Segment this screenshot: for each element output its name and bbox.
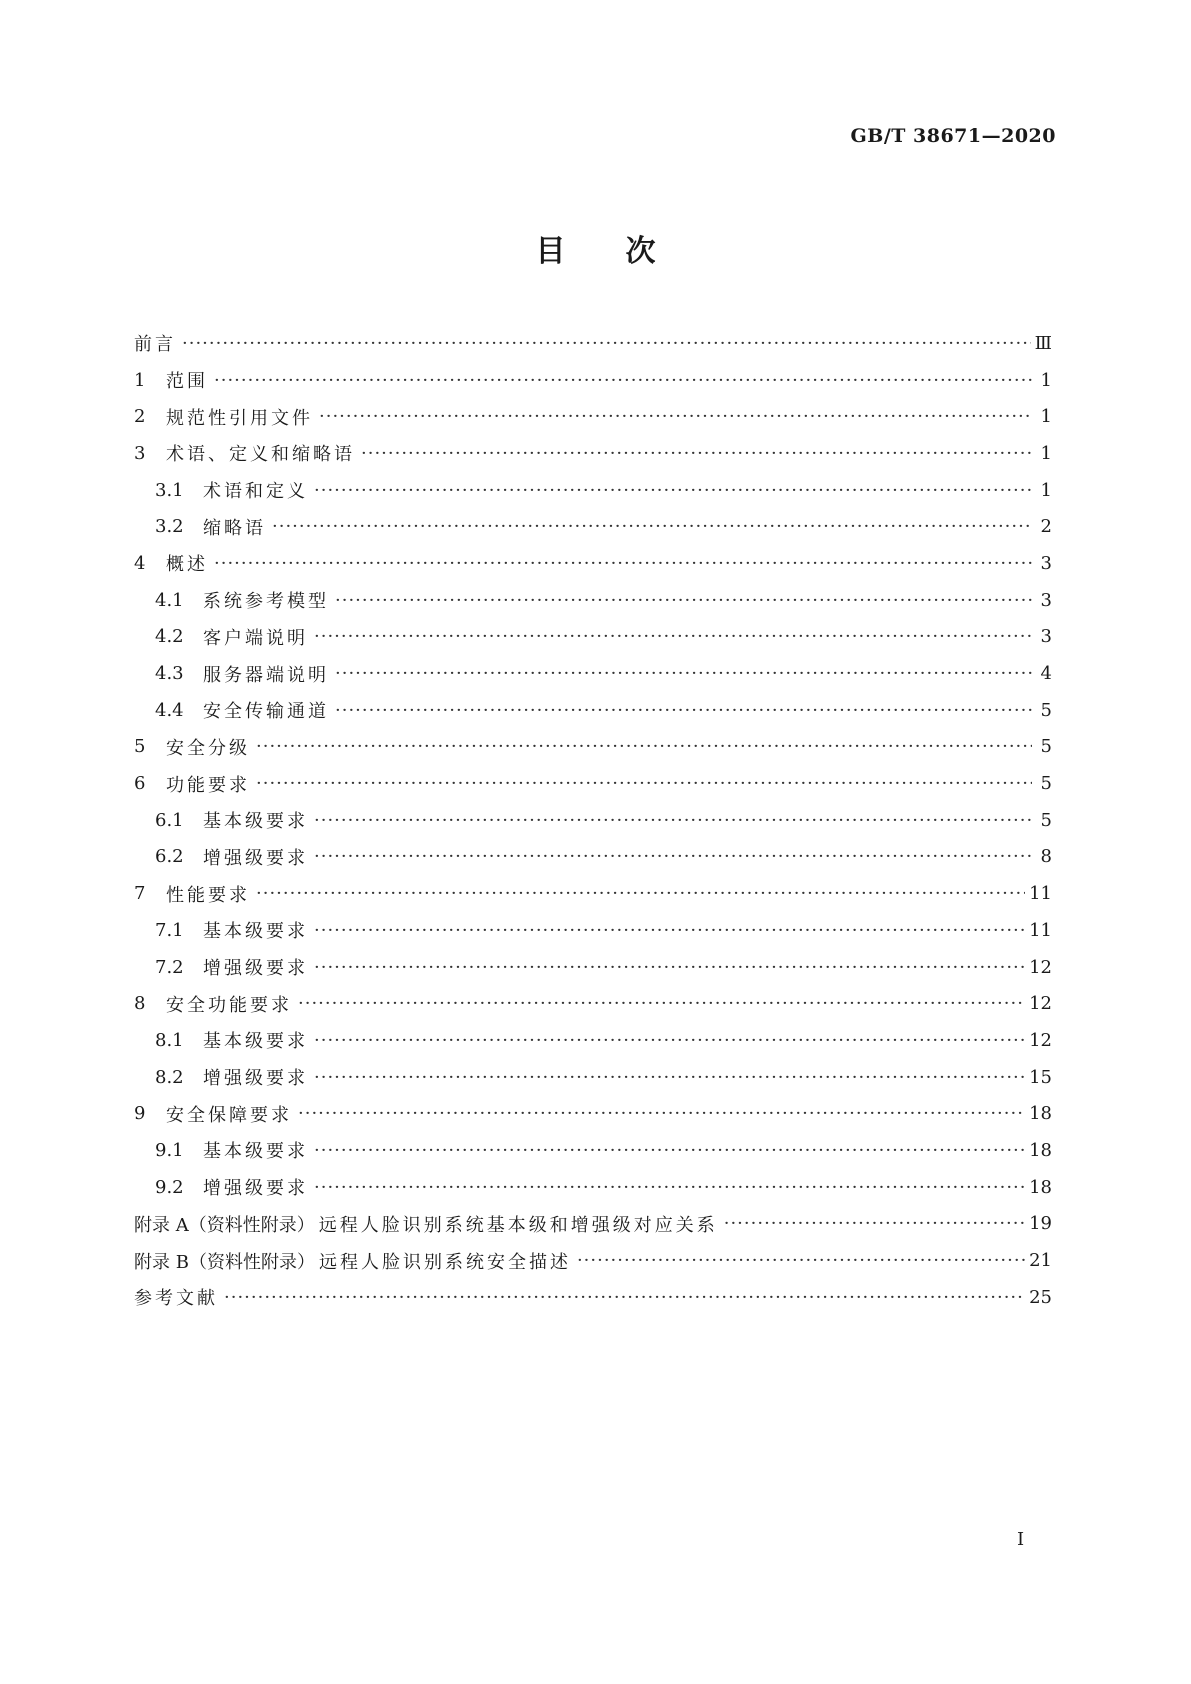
toc-page-number: 5 <box>1040 809 1052 831</box>
toc-entry[interactable] <box>134 1279 1052 1316</box>
toc-entry-label: 基本级要求 <box>203 811 308 833</box>
toc-page-number: 25 <box>1029 1286 1052 1308</box>
toc-entry-number: 附录 A（资料性附录） <box>134 1214 315 1236</box>
toc-entry[interactable] <box>134 472 1052 509</box>
dot-leader <box>256 773 1032 794</box>
page-title: 目次 <box>535 234 716 269</box>
dot-leader <box>319 406 1032 427</box>
dot-leader <box>214 553 1032 574</box>
toc-page-number: 2 <box>1040 516 1052 538</box>
toc-page-number: 19 <box>1029 1213 1052 1235</box>
toc-entry-label: 前言 <box>134 334 176 356</box>
toc-page-number: 5 <box>1040 736 1052 758</box>
toc-entry-label: 概述 <box>166 554 208 576</box>
dot-leader <box>314 1030 1025 1051</box>
toc-page-number: 11 <box>1029 883 1052 905</box>
toc-entry-number: 4 <box>134 552 146 574</box>
toc-entry-number: 8.1 <box>155 1029 184 1051</box>
toc-page-number: 18 <box>1029 1139 1052 1161</box>
toc-entry-label: 安全功能要求 <box>166 994 292 1016</box>
dot-leader <box>361 443 1032 464</box>
toc-entry[interactable] <box>134 582 1052 619</box>
toc-entry-label: 规范性引用文件 <box>166 407 313 429</box>
toc-page-number: Ⅲ <box>1034 332 1052 354</box>
toc-entry-number: 7.1 <box>155 919 184 941</box>
toc-entry-number: 9.2 <box>155 1176 184 1198</box>
toc-entry-number: 7.2 <box>155 956 184 978</box>
toc-entry[interactable] <box>134 912 1052 949</box>
dot-leader <box>224 1287 1025 1308</box>
dot-leader <box>335 663 1032 684</box>
toc-entry[interactable] <box>134 1206 1052 1243</box>
toc-entry-label: 增强级要求 <box>203 1178 308 1200</box>
toc-entry[interactable] <box>134 1169 1052 1206</box>
toc-entry-label: 术语和定义 <box>203 481 308 503</box>
toc-entry-label: 基本级要求 <box>203 921 308 943</box>
toc-entry-number: 4.1 <box>155 589 184 611</box>
dot-leader <box>314 920 1025 941</box>
toc-page-number: 18 <box>1029 1103 1052 1125</box>
toc-page-number: 1 <box>1040 479 1052 501</box>
toc-entry[interactable] <box>134 435 1052 472</box>
dot-leader <box>272 516 1032 537</box>
dot-leader <box>314 1140 1025 1161</box>
dot-leader <box>182 333 1031 354</box>
toc-entry-number: 8 <box>134 993 146 1015</box>
toc-entry-number: 4.2 <box>155 626 184 648</box>
toc-page-number: 11 <box>1029 919 1052 941</box>
toc-page-number: 5 <box>1040 699 1052 721</box>
dot-leader <box>314 1177 1025 1198</box>
dot-leader <box>298 1103 1025 1124</box>
toc-entry-label: 安全分级 <box>166 737 250 759</box>
toc-entry[interactable] <box>134 545 1052 582</box>
toc-entry-number: 6.2 <box>155 846 184 868</box>
toc-entry-label: 参考文献 <box>134 1288 218 1310</box>
toc-entry[interactable] <box>134 729 1052 766</box>
toc-entry[interactable] <box>134 692 1052 729</box>
dot-leader <box>314 810 1032 831</box>
toc-entry-label: 术语、定义和缩略语 <box>166 444 355 466</box>
dot-leader <box>335 700 1032 721</box>
dot-leader <box>314 846 1032 867</box>
toc-entry-number: 9 <box>134 1103 146 1125</box>
standard-number: GB/T 38671—2020 <box>850 125 1056 147</box>
dot-leader <box>314 626 1032 647</box>
toc-page-number: 4 <box>1040 663 1052 685</box>
dot-leader <box>214 370 1032 391</box>
toc-page-number: 3 <box>1040 552 1052 574</box>
toc-entry-label: 功能要求 <box>166 774 250 796</box>
toc-page-number: 1 <box>1040 406 1052 428</box>
toc-entry-number: 9.1 <box>155 1139 184 1161</box>
toc-entry-number: 3.2 <box>155 516 184 538</box>
toc-entry[interactable] <box>134 802 1052 839</box>
toc-page-number: 12 <box>1029 1029 1052 1051</box>
dot-leader <box>577 1250 1025 1271</box>
toc-entry-number: 6.1 <box>155 809 184 831</box>
toc-entry-number: 附录 B（资料性附录） <box>134 1251 315 1273</box>
toc-entry-number: 5 <box>134 736 146 758</box>
toc-entry[interactable] <box>134 1022 1052 1059</box>
toc-page-number: 21 <box>1029 1250 1052 1272</box>
toc-entry-label: 服务器端说明 <box>203 664 329 686</box>
toc-entry-label: 性能要求 <box>166 884 250 906</box>
toc-entry[interactable] <box>134 765 1052 802</box>
toc-entry[interactable] <box>134 325 1052 362</box>
toc-entry-label: 远程人脸识别系统安全描述 <box>318 1251 571 1273</box>
dot-leader <box>724 1213 1025 1234</box>
toc-page-number: 1 <box>1040 442 1052 464</box>
toc-page-number: 3 <box>1040 626 1052 648</box>
dot-leader <box>298 993 1025 1014</box>
toc-entry-number: 7 <box>134 883 146 905</box>
toc-entry-label: 增强级要求 <box>203 958 308 980</box>
toc-entry-label: 增强级要求 <box>203 847 308 869</box>
toc-entry-number: 8.2 <box>155 1066 184 1088</box>
toc-entry-number: 4.3 <box>155 663 184 685</box>
toc-entry-number: 4.4 <box>155 699 184 721</box>
toc-entry-number: 2 <box>134 406 146 428</box>
toc-entry-label: 增强级要求 <box>203 1068 308 1090</box>
toc-page-number: 12 <box>1029 993 1052 1015</box>
toc-entry-number: 3.1 <box>155 479 184 501</box>
toc-page-number: 12 <box>1029 956 1052 978</box>
toc-entry-label: 客户端说明 <box>203 627 308 649</box>
toc-entry-label: 基本级要求 <box>203 1141 308 1163</box>
toc-entry-number: 1 <box>134 369 146 391</box>
toc-entry[interactable] <box>134 1095 1052 1132</box>
toc-entry[interactable] <box>134 655 1052 692</box>
toc-entry-label: 范围 <box>166 371 208 393</box>
dot-leader <box>335 590 1032 611</box>
dot-leader <box>256 736 1032 757</box>
dot-leader <box>314 957 1025 978</box>
toc-page-number: 1 <box>1040 369 1052 391</box>
toc-entry[interactable] <box>134 875 1052 912</box>
toc-entry-label: 安全传输通道 <box>203 701 329 723</box>
toc-entry-label: 基本级要求 <box>203 1031 308 1053</box>
toc-entry[interactable] <box>134 362 1052 399</box>
toc-entry[interactable] <box>134 839 1052 876</box>
toc-entry[interactable] <box>134 985 1052 1022</box>
toc-entry[interactable] <box>134 619 1052 656</box>
toc-entry[interactable] <box>134 1059 1052 1096</box>
toc-entry-label: 安全保障要求 <box>166 1104 292 1126</box>
toc-entry[interactable] <box>134 398 1052 435</box>
toc-page-number: 3 <box>1040 589 1052 611</box>
table-of-contents <box>134 325 1052 1316</box>
toc-entry[interactable] <box>134 1132 1052 1169</box>
dot-leader <box>314 480 1032 501</box>
dot-leader <box>314 1067 1025 1088</box>
toc-entry[interactable] <box>134 508 1052 545</box>
toc-entry-label: 远程人脸识别系统基本级和增强级对应关系 <box>318 1214 718 1236</box>
dot-leader <box>256 883 1025 904</box>
toc-entry[interactable] <box>134 1242 1052 1279</box>
toc-entry-number: 6 <box>134 773 146 795</box>
toc-page-number: 15 <box>1029 1066 1052 1088</box>
page-number: I <box>1017 1529 1025 1550</box>
toc-entry-number: 3 <box>134 442 146 464</box>
toc-page-number: 8 <box>1040 846 1052 868</box>
toc-entry-label: 系统参考模型 <box>203 591 329 613</box>
toc-entry[interactable] <box>134 949 1052 986</box>
toc-entry-label: 缩略语 <box>203 517 266 539</box>
toc-page-number: 5 <box>1040 773 1052 795</box>
toc-page-number: 18 <box>1029 1176 1052 1198</box>
